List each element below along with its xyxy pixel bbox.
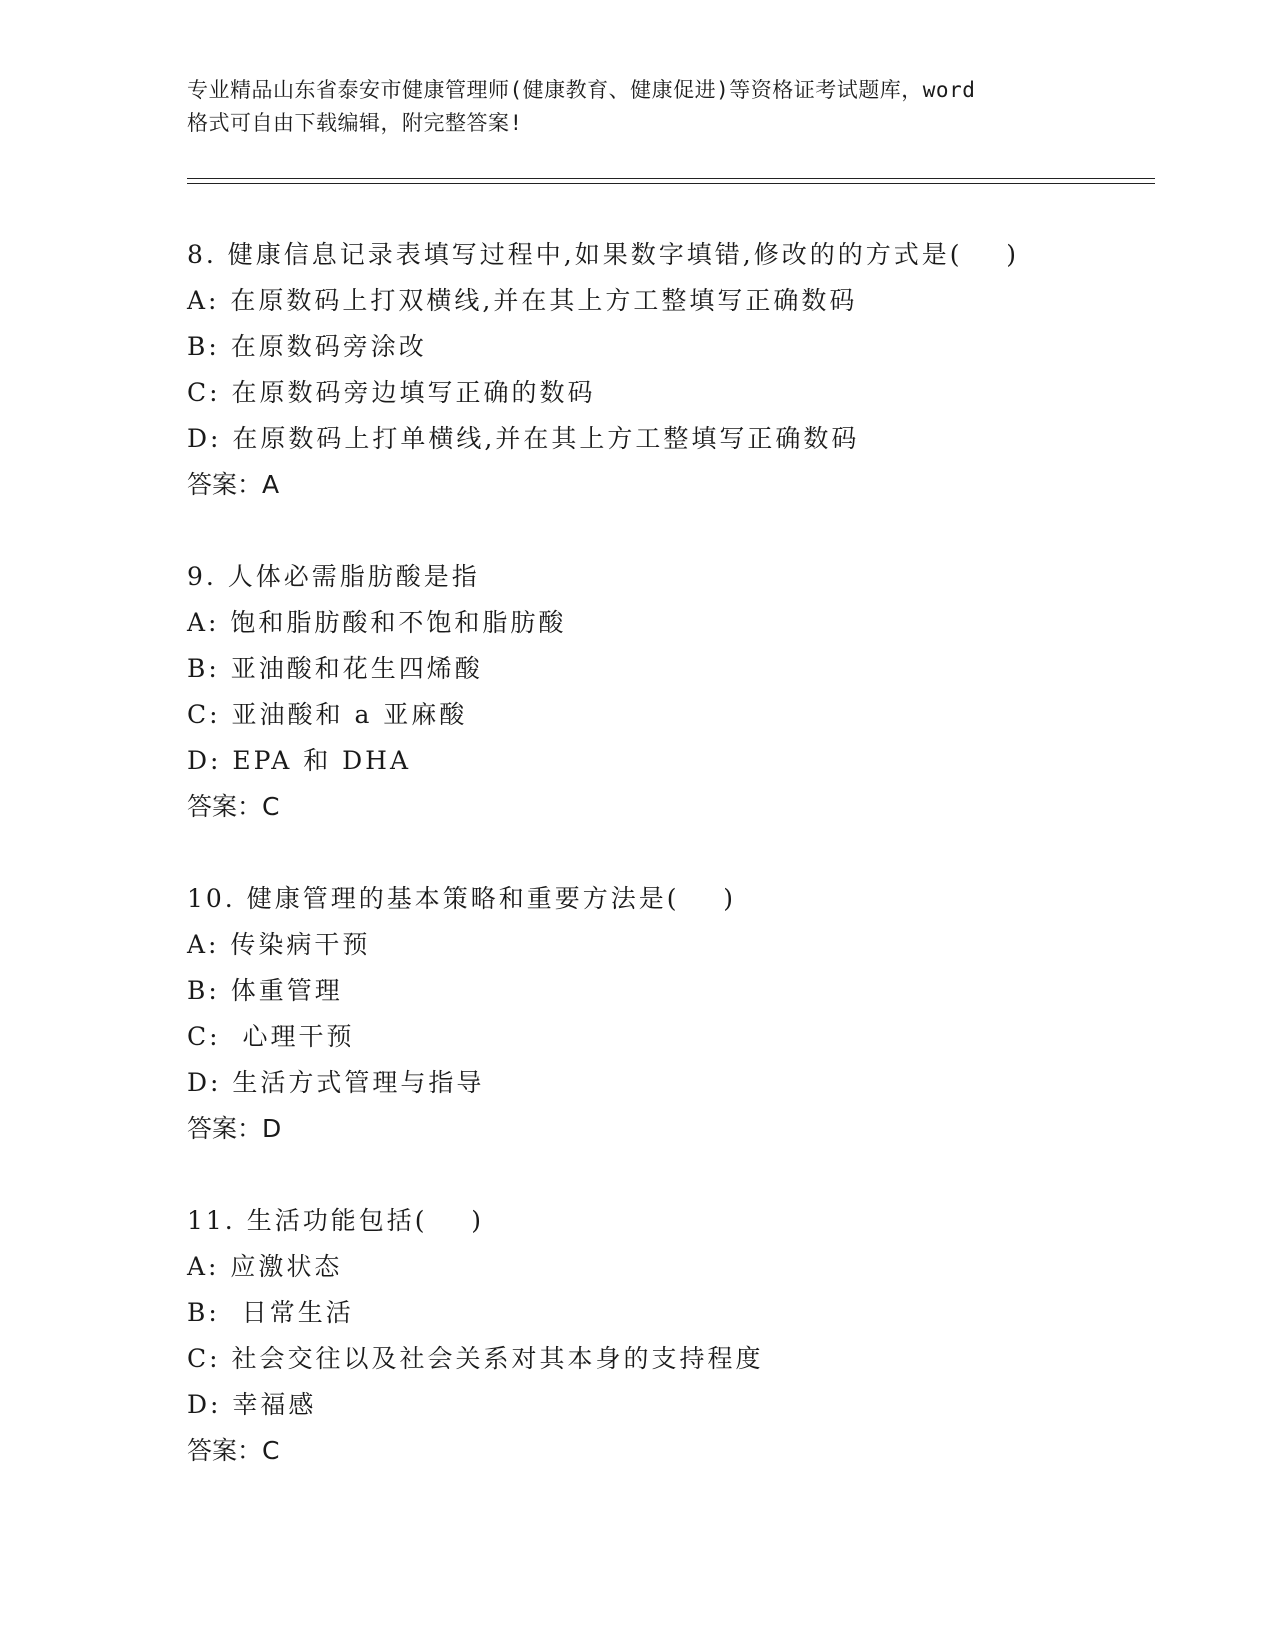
option-b: B: 亚油酸和花生四烯酸 <box>187 654 483 683</box>
option-a: A: 应激状态 <box>187 1252 343 1281</box>
question-8 <box>187 232 1187 508</box>
option-d: D: 生活方式管理与指导 <box>187 1068 485 1097</box>
option-c: C: 在原数码旁边填写正确的数码 <box>187 378 596 407</box>
option-d: D: 幸福感 <box>187 1390 317 1419</box>
answer: 答案：D <box>187 1114 282 1143</box>
option-a: A: 在原数码上打双横线,并在其上方工整填写正确数码 <box>187 286 858 315</box>
header-line-1: 专业精品山东省泰安市健康管理师(健康教育、健康促进)等资格证考试题库，word <box>187 78 976 102</box>
header-rule-top <box>187 178 1155 179</box>
question-stem: 10. 健康管理的基本策略和重要方法是( ) <box>187 884 737 913</box>
answer: 答案：A <box>187 470 280 499</box>
question-stem: 9. 人体必需脂肪酸是指 <box>187 562 480 591</box>
option-b: B: 日常生活 <box>187 1298 354 1327</box>
question-10 <box>187 876 1187 1152</box>
header-line-2: 格式可自由下载编辑，附完整答案! <box>187 111 523 135</box>
question-list <box>187 232 1187 1520</box>
question-11 <box>187 1198 1187 1474</box>
option-b: B: 体重管理 <box>187 976 343 1005</box>
option-c: C: 亚油酸和 a 亚麻酸 <box>187 700 468 729</box>
header-rule-bottom <box>187 183 1155 184</box>
option-a: A: 饱和脂肪酸和不饱和脂肪酸 <box>187 608 567 637</box>
question-9 <box>187 554 1187 830</box>
document-header <box>187 74 1087 140</box>
option-d: D: EPA 和 DHA <box>187 746 412 775</box>
option-b: B: 在原数码旁涂改 <box>187 332 427 361</box>
answer: 答案：C <box>187 792 280 821</box>
option-c: C: 社会交往以及社会关系对其本身的支持程度 <box>187 1344 764 1373</box>
option-c: C: 心理干预 <box>187 1022 355 1051</box>
answer: 答案：C <box>187 1436 280 1465</box>
question-stem: 8. 健康信息记录表填写过程中,如果数字填错,修改的的方式是( ) <box>187 240 1019 269</box>
option-d: D: 在原数码上打单横线,并在其上方工整填写正确数码 <box>187 424 860 453</box>
option-a: A: 传染病干预 <box>187 930 371 959</box>
question-stem: 11. 生活功能包括( ) <box>187 1206 484 1235</box>
